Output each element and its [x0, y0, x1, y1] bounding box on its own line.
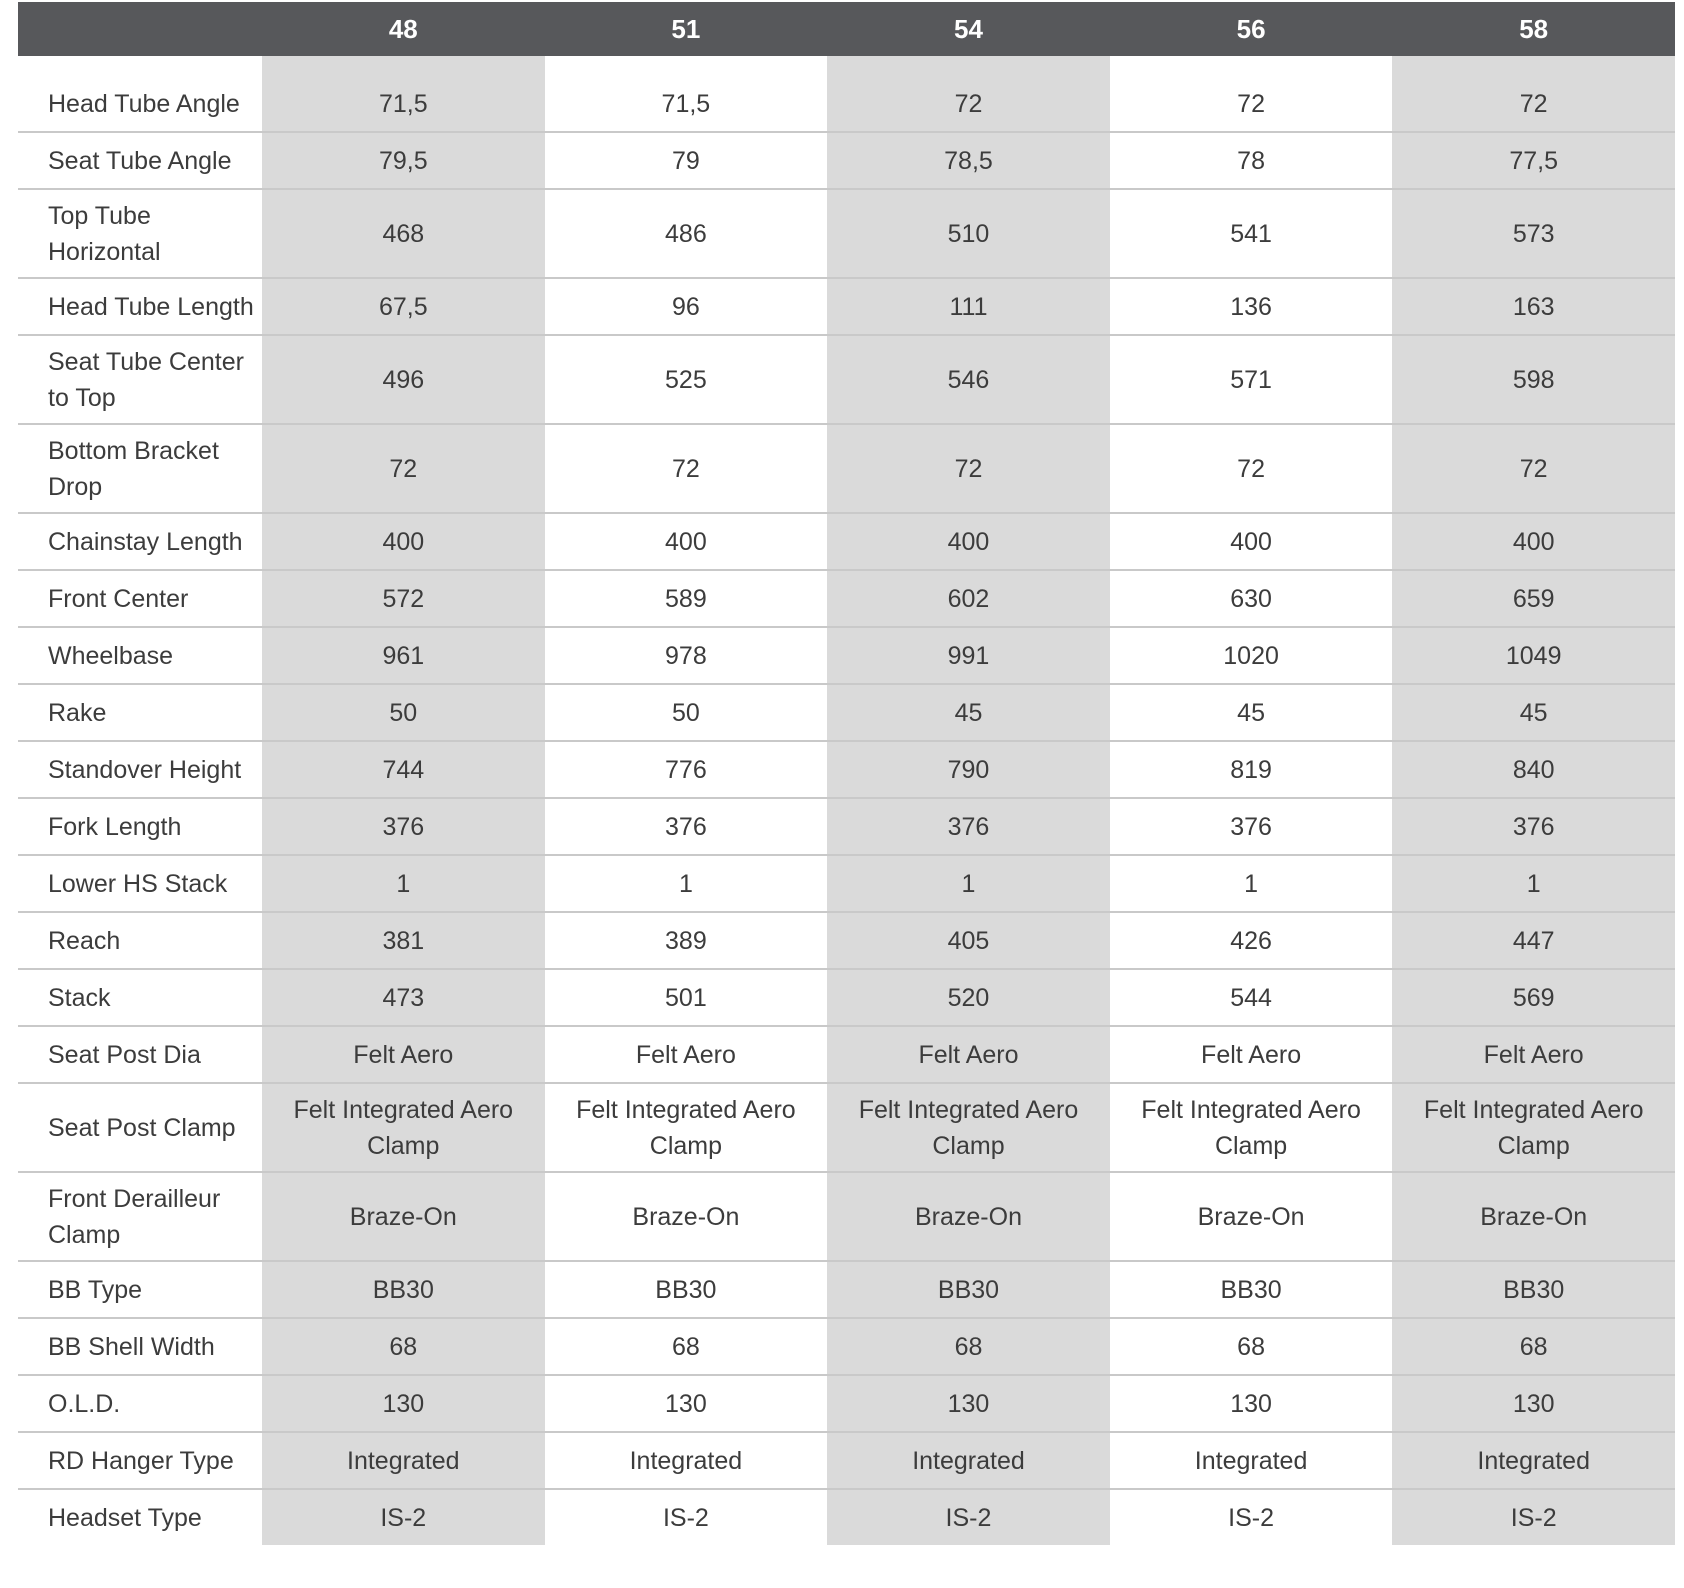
value-cell-size-56: 630 — [1110, 570, 1393, 627]
value-cell-size-58: 400 — [1392, 513, 1675, 570]
value-cell-size-51: 589 — [545, 570, 828, 627]
spacer-cell — [827, 56, 1110, 76]
value-cell-size-51: 1 — [545, 855, 828, 912]
value-cell-size-51: Felt Aero — [545, 1026, 828, 1083]
spacer-cell — [545, 56, 828, 76]
value-cell-size-48: BB30 — [262, 1261, 545, 1318]
row-label: Seat Post Dia — [18, 1026, 262, 1083]
value-cell-size-48: 71,5 — [262, 76, 545, 132]
table-row — [18, 741, 1675, 798]
header-row — [18, 2, 1675, 56]
table-row — [18, 1375, 1675, 1432]
row-label: Bottom Bracket Drop — [18, 424, 262, 513]
table-row — [18, 1432, 1675, 1489]
row-label: Seat Tube Center to Top — [18, 335, 262, 424]
value-cell-size-48: 468 — [262, 189, 545, 278]
value-cell-size-56: 541 — [1110, 189, 1393, 278]
value-cell-size-51: 389 — [545, 912, 828, 969]
value-cell-size-54: 72 — [827, 424, 1110, 513]
value-cell-size-54: Integrated — [827, 1432, 1110, 1489]
value-cell-size-56: 819 — [1110, 741, 1393, 798]
table-row — [18, 424, 1675, 513]
value-cell-size-56: 130 — [1110, 1375, 1393, 1432]
value-cell-size-54: 405 — [827, 912, 1110, 969]
value-cell-size-51: 96 — [545, 278, 828, 335]
size-header-51: 51 — [545, 2, 828, 56]
value-cell-size-48: 961 — [262, 627, 545, 684]
table-row — [18, 1489, 1675, 1545]
value-cell-size-51: 130 — [545, 1375, 828, 1432]
value-cell-size-56: Felt Aero — [1110, 1026, 1393, 1083]
value-cell-size-48: 400 — [262, 513, 545, 570]
value-cell-size-48: 381 — [262, 912, 545, 969]
value-cell-size-54: Braze-On — [827, 1172, 1110, 1261]
value-cell-size-54: 400 — [827, 513, 1110, 570]
table-row — [18, 684, 1675, 741]
value-cell-size-51: Braze-On — [545, 1172, 828, 1261]
value-cell-size-56: Felt Integrated Aero Clamp — [1110, 1083, 1393, 1172]
table-row — [18, 189, 1675, 278]
value-cell-size-51: 501 — [545, 969, 828, 1026]
value-cell-size-48: Braze-On — [262, 1172, 545, 1261]
value-cell-size-48: 473 — [262, 969, 545, 1026]
value-cell-size-48: 67,5 — [262, 278, 545, 335]
value-cell-size-48: 50 — [262, 684, 545, 741]
geometry-table-container — [18, 2, 1675, 1545]
value-cell-size-51: 71,5 — [545, 76, 828, 132]
row-label: Rake — [18, 684, 262, 741]
value-cell-size-58: 130 — [1392, 1375, 1675, 1432]
value-cell-size-54: 1 — [827, 855, 1110, 912]
value-cell-size-48: 376 — [262, 798, 545, 855]
value-cell-size-56: 72 — [1110, 76, 1393, 132]
value-cell-size-58: Braze-On — [1392, 1172, 1675, 1261]
row-label: BB Type — [18, 1261, 262, 1318]
value-cell-size-56: 544 — [1110, 969, 1393, 1026]
value-cell-size-54: 602 — [827, 570, 1110, 627]
value-cell-size-54: 790 — [827, 741, 1110, 798]
value-cell-size-58: BB30 — [1392, 1261, 1675, 1318]
table-row — [18, 1172, 1675, 1261]
value-cell-size-54: IS-2 — [827, 1489, 1110, 1545]
value-cell-size-58: 163 — [1392, 278, 1675, 335]
value-cell-size-58: Integrated — [1392, 1432, 1675, 1489]
row-label: RD Hanger Type — [18, 1432, 262, 1489]
value-cell-size-58: 68 — [1392, 1318, 1675, 1375]
value-cell-size-51: BB30 — [545, 1261, 828, 1318]
row-label: Chainstay Length — [18, 513, 262, 570]
value-cell-size-54: 376 — [827, 798, 1110, 855]
value-cell-size-51: 79 — [545, 132, 828, 189]
size-header-54: 54 — [827, 2, 1110, 56]
value-cell-size-54: 520 — [827, 969, 1110, 1026]
value-cell-size-58: Felt Aero — [1392, 1026, 1675, 1083]
value-cell-size-56: Braze-On — [1110, 1172, 1393, 1261]
row-label: Lower HS Stack — [18, 855, 262, 912]
value-cell-size-58: 447 — [1392, 912, 1675, 969]
value-cell-size-56: 68 — [1110, 1318, 1393, 1375]
value-cell-size-48: 130 — [262, 1375, 545, 1432]
size-header-48: 48 — [262, 2, 545, 56]
value-cell-size-54: 45 — [827, 684, 1110, 741]
value-cell-size-54: Felt Integrated Aero Clamp — [827, 1083, 1110, 1172]
row-label: O.L.D. — [18, 1375, 262, 1432]
row-label: Wheelbase — [18, 627, 262, 684]
row-label: Standover Height — [18, 741, 262, 798]
value-cell-size-56: 1020 — [1110, 627, 1393, 684]
table-row — [18, 76, 1675, 132]
value-cell-size-58: IS-2 — [1392, 1489, 1675, 1545]
table-row — [18, 855, 1675, 912]
value-cell-size-54: Felt Aero — [827, 1026, 1110, 1083]
table-row — [18, 969, 1675, 1026]
row-label: Front Derailleur Clamp — [18, 1172, 262, 1261]
row-label: Front Center — [18, 570, 262, 627]
value-cell-size-58: 1049 — [1392, 627, 1675, 684]
spacer-cell — [262, 56, 545, 76]
row-label: Seat Post Clamp — [18, 1083, 262, 1172]
table-row — [18, 132, 1675, 189]
table-row — [18, 1083, 1675, 1172]
row-label: Reach — [18, 912, 262, 969]
value-cell-size-58: 72 — [1392, 424, 1675, 513]
value-cell-size-51: 486 — [545, 189, 828, 278]
value-cell-size-54: 78,5 — [827, 132, 1110, 189]
value-cell-size-54: 510 — [827, 189, 1110, 278]
value-cell-size-58: 569 — [1392, 969, 1675, 1026]
value-cell-size-48: 1 — [262, 855, 545, 912]
value-cell-size-48: IS-2 — [262, 1489, 545, 1545]
value-cell-size-56: 426 — [1110, 912, 1393, 969]
value-cell-size-58: 573 — [1392, 189, 1675, 278]
value-cell-size-58: 659 — [1392, 570, 1675, 627]
value-cell-size-58: 45 — [1392, 684, 1675, 741]
value-cell-size-58: 598 — [1392, 335, 1675, 424]
value-cell-size-48: 744 — [262, 741, 545, 798]
spacer-row — [18, 56, 1675, 76]
value-cell-size-58: 840 — [1392, 741, 1675, 798]
value-cell-size-48: 68 — [262, 1318, 545, 1375]
value-cell-size-51: 400 — [545, 513, 828, 570]
value-cell-size-48: Integrated — [262, 1432, 545, 1489]
value-cell-size-51: 376 — [545, 798, 828, 855]
value-cell-size-54: 111 — [827, 278, 1110, 335]
row-label: Stack — [18, 969, 262, 1026]
table-row — [18, 912, 1675, 969]
spacer-cell — [1392, 56, 1675, 76]
table-row — [18, 1026, 1675, 1083]
value-cell-size-51: 978 — [545, 627, 828, 684]
value-cell-size-54: 546 — [827, 335, 1110, 424]
value-cell-size-58: Felt Integrated Aero Clamp — [1392, 1083, 1675, 1172]
value-cell-size-48: 79,5 — [262, 132, 545, 189]
value-cell-size-56: 136 — [1110, 278, 1393, 335]
value-cell-size-56: 571 — [1110, 335, 1393, 424]
value-cell-size-54: 68 — [827, 1318, 1110, 1375]
value-cell-size-56: 400 — [1110, 513, 1393, 570]
table-body — [18, 56, 1675, 1545]
value-cell-size-56: 78 — [1110, 132, 1393, 189]
value-cell-size-56: 376 — [1110, 798, 1393, 855]
row-label: BB Shell Width — [18, 1318, 262, 1375]
row-label: Head Tube Angle — [18, 76, 262, 132]
value-cell-size-54: 130 — [827, 1375, 1110, 1432]
value-cell-size-58: 77,5 — [1392, 132, 1675, 189]
size-header-58: 58 — [1392, 2, 1675, 56]
value-cell-size-54: 72 — [827, 76, 1110, 132]
value-cell-size-54: BB30 — [827, 1261, 1110, 1318]
value-cell-size-51: Integrated — [545, 1432, 828, 1489]
table-row — [18, 513, 1675, 570]
value-cell-size-51: 68 — [545, 1318, 828, 1375]
table-row — [18, 1318, 1675, 1375]
spacer-cell — [1110, 56, 1393, 76]
row-label: Head Tube Length — [18, 278, 262, 335]
value-cell-size-48: 496 — [262, 335, 545, 424]
value-cell-size-54: 991 — [827, 627, 1110, 684]
value-cell-size-56: 1 — [1110, 855, 1393, 912]
value-cell-size-56: IS-2 — [1110, 1489, 1393, 1545]
value-cell-size-56: 45 — [1110, 684, 1393, 741]
table-row — [18, 1261, 1675, 1318]
value-cell-size-51: Felt Integrated Aero Clamp — [545, 1083, 828, 1172]
row-label: Headset Type — [18, 1489, 262, 1545]
table-header — [18, 2, 1675, 56]
value-cell-size-58: 376 — [1392, 798, 1675, 855]
value-cell-size-48: Felt Integrated Aero Clamp — [262, 1083, 545, 1172]
value-cell-size-56: BB30 — [1110, 1261, 1393, 1318]
value-cell-size-48: Felt Aero — [262, 1026, 545, 1083]
table-row — [18, 278, 1675, 335]
table-row — [18, 798, 1675, 855]
table-row — [18, 570, 1675, 627]
value-cell-size-58: 1 — [1392, 855, 1675, 912]
table-row — [18, 627, 1675, 684]
value-cell-size-51: 50 — [545, 684, 828, 741]
value-cell-size-48: 72 — [262, 424, 545, 513]
value-cell-size-51: IS-2 — [545, 1489, 828, 1545]
row-label: Top Tube Horizontal — [18, 189, 262, 278]
value-cell-size-51: 776 — [545, 741, 828, 798]
value-cell-size-48: 572 — [262, 570, 545, 627]
geometry-table — [18, 2, 1675, 1545]
table-row — [18, 335, 1675, 424]
header-corner-cell — [18, 2, 262, 56]
value-cell-size-51: 525 — [545, 335, 828, 424]
row-label: Seat Tube Angle — [18, 132, 262, 189]
value-cell-size-56: Integrated — [1110, 1432, 1393, 1489]
spacer-cell — [18, 56, 262, 76]
value-cell-size-51: 72 — [545, 424, 828, 513]
row-label: Fork Length — [18, 798, 262, 855]
size-header-56: 56 — [1110, 2, 1393, 56]
value-cell-size-58: 72 — [1392, 76, 1675, 132]
value-cell-size-56: 72 — [1110, 424, 1393, 513]
